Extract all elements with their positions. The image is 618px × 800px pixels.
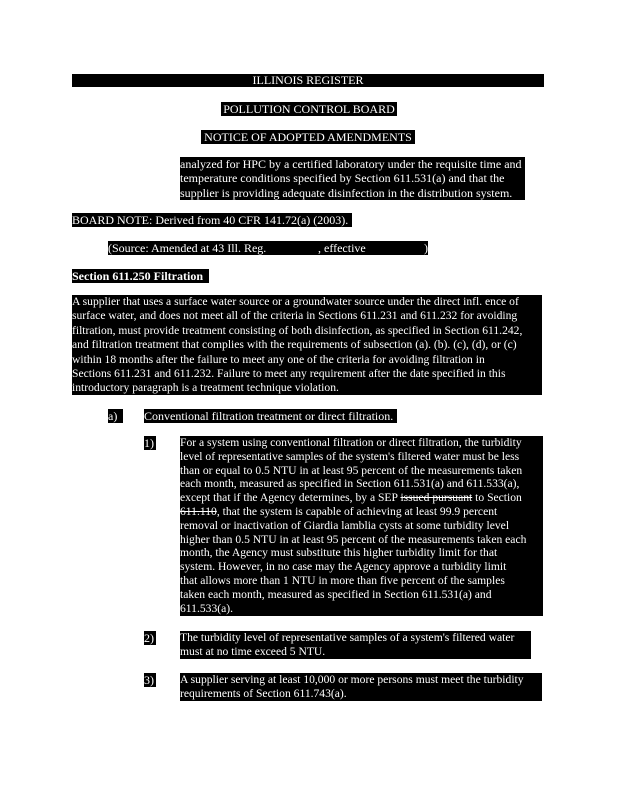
section-paragraph: A supplier that uses a surface water source or a groundwater source under the direct infl. ence of surface water, and does not meet all of the criteria in Sections 611.231 and 611.232 for avoiding filtration, must provide treatment consisting of both disinfection, as specified in Section 611.242, and filtration treatment that complies with the requirements of subsection (a). (b). (c), (d), or (c) within 18 months after the failure to meet any one of the criteria for avoiding filtration in Sections 611.231 and 611.232. Failure to meet any requirement after the date specified in this introductory paragraph is a treatment technique violation. — [72, 295, 542, 395]
subsection-a-title: Conventional filtration treatment or direct filtration. — [144, 409, 397, 423]
item-1-paragraph: For a system using conventional filtration or direct filtration, the turbidity level of representative samples of the system's filtered water must be less than or equal to 0.5 NTU in at least 95 percent of the measurements taken each month, measured as specified in Section 611.531(a) and 611.533(a), except that if the Agency determines, by a SEP issued pursuant to Section 611.110, that the system is capable of achieving at least 99.9 percent removal or inactivation of Giardia lamblia cysts at some turbidity level higher than 0.5 NTU in at least 95 percent of the measurements taken each month, the Agency must substitute this higher turbidity limit for that system. However, in no case may the Agency approve a turbidity limit that allows more than 1 NTU in more than five percent of the samples taken each month, measured as specified in Section 611.531(a) and 611.533(a). — [180, 436, 543, 616]
item-2-label: 2) — [144, 631, 154, 645]
board-note: BOARD NOTE: Derived from 40 CFR 141.72(a) (2003). — [72, 213, 352, 227]
subsection-a-label: a) — [108, 409, 123, 423]
item-3-paragraph: A supplier serving at least 10,000 or more persons must meet the turbidity requirements of Section 611.743(a). — [180, 673, 542, 701]
item-2-paragraph: The turbidity level of representative samples of a system's filtered water must at no time exceed 5 NTU. — [180, 631, 531, 659]
item-3-label: 3) — [144, 673, 154, 687]
source-line: (Source: Amended at 43 Ill. Reg. , effective ) — [108, 241, 428, 255]
register-title: ILLINOIS REGISTER — [252, 73, 364, 87]
section-heading: Section 611.250 Filtration — [72, 269, 209, 283]
notice-title: NOTICE OF ADOPTED AMENDMENTS — [201, 130, 415, 144]
board-name: POLLUTION CONTROL BOARD — [221, 102, 397, 116]
struck-text: 611.110 — [180, 504, 217, 518]
intro-paragraph: analyzed for HPC by a certified laboratory under the requisite time and temperature conditions specified by Section 611.531(a) and that the supplier is providing adequate disinfection in the distribution system. — [180, 157, 525, 200]
struck-text: issued pursuant — [400, 491, 473, 505]
register-header — [72, 74, 544, 87]
item-1-label: 1) — [144, 436, 154, 450]
